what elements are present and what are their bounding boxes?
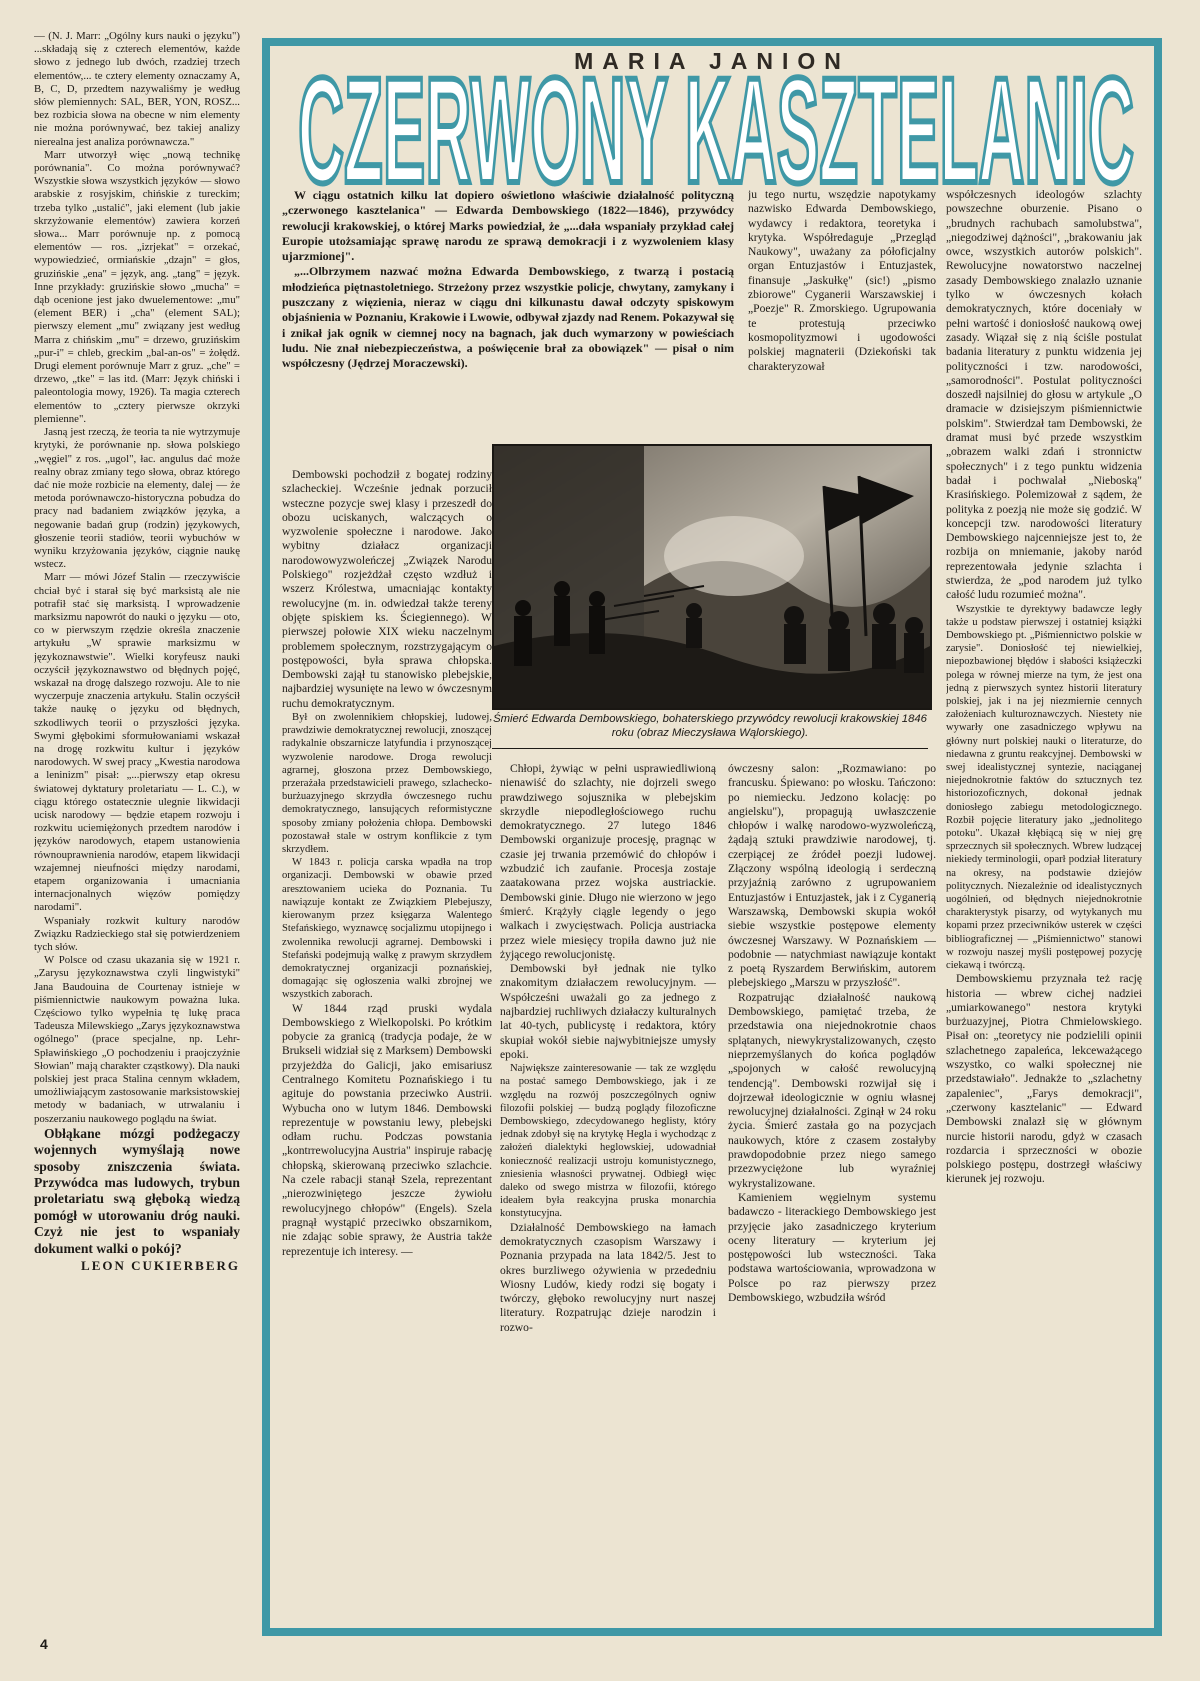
left-paragraph: Marr utworzył więc „nową technikę porównania". Co można porównywać? Wszystkie słowa wszystkich języków — słowo arabskie z rosyjskim, chińskie z tureckim; trzeba tylko „ustalić", jaki element (lub jakie skrzyżowanie elementów) zawiera korzeń słowa... Marr porównuje np. z pomocą elementów — ros. „izrjekat" = orzekać, wypowiedzieć, ormiańskie „dzajn" = głos, gruzińskie „ena" = język, ang. „tang" = język. Inne przykłady: gruzińskie słowo „mucha" = dąb ocenione jest jako dwuelementowe: „mu" (element BER) i „cha" (element SAL); pierwszy element „mu" związany jest według Marra z chińskim „mu" = drzewo, gruzińskim „pur-i" = chleb, greckim „bal-an-os" = żołędź. Drugi element porównuje Marr z gruz. „che" = drzewo, „tke" = las itd. (Marr: Język chiński i paleontologia mowy, 1926). Ta magia czterech elementów to „cztery pierwsze okrzyki plemienne". [34,148,240,425]
article-column-1 [282,468,492,1614]
body-paragraph: Kamieniem węgielnym systemu badawczo - literackiego Dembowskiego jest przyjęcie jako zasadniczego kryterium oceny literatury — kryterium jej postępowości lub wsteczności. Taka podstawa wartościowania, wprowadzona w Polsce po raz pierwszy przez Dembowskiego, wzbudziła wśród [728,1190,936,1304]
intro-paragraph: W ciągu ostatnich kilku lat dopiero oświetlono właściwie działalność polityczną „czerwonego kasztelanica" — Edwarda Dembowskiego (1822—1846), przywódcy rewolucji krakowskiej, o której Marks powiedział, że „...dała wspaniały przykład całej Europie utożsamiając sprawę narodu ze sprawą demokracji i z wyzwoleniem klasy ujarzmionej". [282,188,734,264]
article-column-4 [946,188,1142,1614]
author-name: MARIA JANION [574,48,850,74]
article-column-3-bottom [728,762,936,1614]
left-paragraph: W Polsce od czasu ukazania się w 1921 r. „Zarysu językoznawstwa czyli lingwistyki" Jana Baudouina de Courtenay istnieje w piśmiennictwie naukowym poważna luka. Częściowo tylko wypełnia tę lukę praca Tadeusza Milewskiego „Zarys językoznawstwa ogólnego" (prace specjalne, np. Lehr-Spławińskiego „O pochodzeniu i praojczyźnie Słowian" mają charakter cząstkowy). Dla nauki polskiej jest praca Stalina cennym wkładem, umożliwiającym zastosowanie marksistowskiej metody w badaniach, w utrwalaniu i poszerzaniu naukowego poglądu na świat. [34,954,240,1125]
left-signature: LEON CUKIERBERG [81,1258,240,1274]
article-column-3-top [748,188,936,442]
body-paragraph: Dembowskiemu przyznała też rację historia — wbrew cichej nadziei „umiarkowanego" nestora krytyki burżuazyjnej, Piotra Chmielowskiego. Pisał on: „teoretycy nie podzielili opinii szlachetnego zapaleńca, lekceważącego wszystko, co walki społecznej nie przedstawiało". Jednakże to „szlachetny zapaleniec", „Farys demokracji", „czerwony kasztelanic" — Edward Dembowski znalazł się w głównym nurcie historii narodu, gdyż w czasach rozdarcia i sprzeczności w obozie polskiego postępu, dostrzegł właściwy kierunek jej rozwoju. [946,972,1142,1186]
body-paragraph: Największe zainteresowanie — tak ze względu na postać samego Dembowskiego, jak i ze względu na rozwój poszczególnych ogniw filozofii polskiej — budzą poglądy filozoficzne Dembowskiego, zdecydowanego heglisty, który jednak zdobył się na krytykę Hegla i wychodząc z założeń dialektyki heglowskiej, udowadniał konieczność realizacji ustroju komunistycznego, zniesienia własności prywatnej. Odbiegł więc daleko od swego mistrza w filozofii, którego ideałem była reakcyjna pruska monarchia konstytucyjna. [500,1063,716,1220]
body-paragraph: ówczesny salon: „Rozmawiano: po francusku. Śpiewano: po włosku. Tańczono: po niemiecku. Jedzono kolację: po angielsku"), propagują uwłaszczenie chłopów i walkę narodowo-wyzwoleńczą, żądają sztuki prawdziwie narodowej, tj. czerpiącej ze źródeł poezji ludowej. Złączony wspólną ideologią i serdeczną przyjaźnią zarówno z ugrupowaniem Entuzjastów i Entuzjastek, jak i z Cyganerią Warszawską, Dembowski skupia wokół siebie wszystkie postępowe elementy ówczesnej Warszawy. W Poznańskiem — podobnie — natychmiast nawiązuje kontakt z poetą Ryszardem Berwińskim, autorem plebejskiego „Marszu w przyszłość". [728,762,936,990]
left-paragraph: — (N. J. Marr: „Ogólny kurs nauki o języku") ...składają się z czterech elementów, każde słowo z jednego lub dwóch, rzadziej trzech elementów,... te cztery elementy oznaczamy A, B, C, D, przedtem nazywaliśmy je według słów plemiennych: SAL, BER, YON, ROSZ... bez rozbicia słowa na obecne w nim elementy nie można porównywać, bez takiej analizy nierealna jest analiza porównawcza." [34,30,240,148]
body-paragraph: W 1843 r. policja carska wpadła na trop organizacji. Dembowski w obawie przed aresztowaniem ucieka do Poznania. Tu nawiązuje kontakt ze Związkiem Plebejuszy, kierowanym przez księgarza Walentego Stefańskiego, wyznawcę socjalizmu utopijnego i zwolennika rewolucji agrarnej. Dembowski i Stefański podejmują walkę z prawym skrzydłem demokratycznej organizacji poznańskiej, domagając się ogłoszenia walki zbrojnej we wszystkich zaborach. [282,857,492,1001]
body-paragraph: Działalność Dembowskiego na łamach demokratycznych czasopism Warszawy i Poznania przypada na lata 1842/5. Jest to okres burzliwego ożywienia w przededniu Wiosny Ludów, kiedy rodzi się bogaty i twórczy, głęboko rewolucyjny nurt naszej literatury. Rozpatrując dzieje narodzin i rozwo- [500,1220,716,1334]
body-paragraph: Chłopi, żywiąc w pełni usprawiedliwioną nienawiść do szlachty, nie dojrzeli swego prawdziwego sojusznika w plebejskim skrzydle niepodległościowego ruchu demokratycznego. 27 lutego 1846 Dembowski organizuje procesję, pragnąc w czasie jej trwania przemówić do chłopów i wzbudzić ich zaufanie. Procesja zostaje zaatakowana przez wojska austriackie. Dembowski ginie. Długo nie wierzono w jego śmierć. Krążyły ciągle legendy o jego walkach i zwycięstwach. Policja austriacka przez wiele miesięcy tropiła dawno już nie żyjącego rewolucjonistę. [500,762,716,961]
body-paragraph: W 1844 rząd pruski wydala Dembowskiego z Wielkopolski. Po krótkim pobycie za granicą (tradycja podaje, że w Brukseli widział się z Marksem) Dembowski przyjeżdża do Galicji, jako emisariusz Centralnego Komitetu Poznańskiego i tu agituje do powstania przeciwko Austrii. Wybucha ono w lutym 1846. Dembowski reprezentuje w powstaniu lewy, plebejski odłam ruchu. Podczas powstania „kontrrewolucyjna Austria" inspiruje rabację chłopską, skierowaną przeciwko szlachcie. Na czele rabacji stanął Szela, reprezentant „nierozwiniętego jeszcze żywiołu rewolucyjnego chłopów" (Engels). Szela pragnął wystąpić przeciwko obszarnikom, nie zdając sobie sprawy, że Austria także reprezentuje ich interesy. — [282,1001,492,1258]
body-paragraph: Dembowski pochodził z bogatej rodziny szlacheckiej. Wcześnie jednak porzucił wsteczne pozycje swej klasy i przeszedł do obozu uciskanych, walczących o wyzwolenie społeczne i narodowe. Jako wybitny działacz organizacji narodowowyzwoleńczej „Związek Narodu Polskiego" rozjeżdżał często wzdłuż i wszerz Królestwa, umacniając kontakty rewolucyjne (m. in. odwiedzał także tereny objęte spiskiem ks. Ściegiennego). W pierwszej połowie XIX wieku naczelnym problemem społecznym, rozstrzygającym o postępowości, była sprawa chłopska. Dembowski zajął tu stanowisko plebejskie, najbardziej wysunięte na lewo w ówczesnym ruchu demokratycznym. [282,468,492,710]
left-paragraph: Wspaniały rozkwit kultury narodów Związku Radzieckiego stał się potwierdzeniem tych słów. [34,914,240,954]
left-paragraph: Jasną jest rzeczą, że teoria ta nie wytrzymuje krytyki, że porównanie np. słowa polskiego „węgiel" z ros. „ugol", łac. angulus dać może realny obraz zmiany tego słowa, obraz którego dać nie może rozbicie na elementy, dalej — że metoda porównawczo-historyczna pobudza do pracy nad badaniem związków języka, a negowanie badań grup (rodzin) językowych, głoszenie teorii stadiów, teorii wybuchów w wyniku krzyżowania języków, ciągnie naukę wstecz. [34,426,240,571]
body-paragraph: Rozpatrując działalność naukową Dembowskiego, pamiętać trzeba, że przedstawia ona niejednokrotnie chaos splątanych, niewykrystalizowanych, często nieprzemyślanych do końca poglądów „spojonych w całość rewolucyjną tendencją". Dembowski rozwijał się i dojrzewał ideologicznie w ogniu własnej rewolucyjnej działalności. Zginął w 24 roku życia. Śmierć zastała go na pozycjach naukowych, które z czasem zostałyby prawdopodobnie przez niego samego przezwyciężone lub wyraźniej wykrystalizowane. [728,990,936,1190]
painting-illustration [492,444,932,710]
body-paragraph: Wszystkie te dyrektywy badawcze legły także u podstaw pierwszej i ostatniej książki Dembowskiego pt. „Piśmiennictwo polskie w zarysie". Doniosłość tej niewielkiej, niepozbawionej błędów i słabości książeczki polega w równej mierze na tym, że jest ona jedną z pierwszych syntez historii literatury polskiej, jak i na jej niezmiernie cennych założeniach kulturoznawczych. Niestety nie wywarły one zasadniczego wpływu na główny nurt polskiej nauki o literaturze, do niedawna z gruntu reakcyjnej. Dembowski w swej idealistycznej syntezie, naciąganej niejednokrotnie faktów do sztucznych tez historiozoficznych, dokonał jednak doniosłego zabiegu metodologicznego. Rozbił pojęcie literatury jako „jednolitego potoku". Ukazał kłębiącą się w niej grę sprzecznych sił społecznych. Wbrew ludzącej niekiedy terminologii, oparł podział literatury na okresy, na podstawie dziejów politycznych. Niezależnie od idealistycznych uogólnień, od błędnych niejednokrotnie charakterystyk pisarzy, od wytykanych mu kopami przez przeciwników usterek w części bibliograficznej — „Piśmiennictwo" stanowi w rozwoju naszej myśli postępowej pozycję ciekawą i twórczą. [946,603,1142,972]
body-paragraph: Dembowski był jednak nie tylko znakomitym działaczem rewolucyjnym. — Współcześni uważali go za jednego z najbardziej ruchliwych działaczy kulturalnych lat 40-tych, publicystę i redaktora, który skupiał wokół siebie najwybitniejsze umysły epoki. [500,962,716,1061]
left-paragraph: Marr — mówi Józef Stalin — rzeczywiście chciał być i starał się być marksistą ale nie potrafił stać się marksistą. I wprowadzenie marksizmu napowrót do nauki o języku — oto, co w pierwszym rzędzie określa znaczenie artykułu „W sprawie marksizmu w językoznawstwie". Wielki koryfeusz nauki oczyścił językoznawstwo od błędnych pojęć, wskazał na drogę dalszego rozwoju. Ale to nie wyczerpuje znaczenia artykułu. Stalin oczyścił także naukę o języku od błędnych, szkodliwych teorii o przyszłości języka. Swymi głębokimi sformułowaniami wskazał na drogę rozkwitu kultur i języków narodowych. W swej pracy „Kwestia narodowa a leninizm" pisał: „...pierwszy etap okresu światowej dyktatury proletariatu — L. C.), w ciągu którego ostatecznie ulegnie likwidacji ucisk narodowy — będzie etapem rozwoju i rozkwitu uciemiężonych przedtem narodów i języków narodowych, etapem ustanowienia równouprawnienia narodów, etapem likwidacji wzajemnej nieufności między narodami, etapem organizowania i umacniania internacjonalnych więzów pomiędzy narodami". [34,571,240,914]
page-number: 4 [40,1636,48,1652]
figure-caption: Śmierć Edwarda Dembowskiego, bohaterskiego przywódcy rewolucji krakowskiej 1846 roku (obraz Mieczysława Wąlorskiego). [493,713,927,740]
body-paragraph: współczesnych ideologów szlachty powszechne oburzenie. Pisano o „brudnych rachubach samolubstwa", „niegodziwej dążności", „brakowaniu jak owce, wszystkich autorów polskich". Rewolucyjne nowatorstwo naczelnej zasady Dembowskiego znalazło uznanie tylko w ówczesnych kołach demokratycznych, które doceniały w pełni wartość i doniosłość naukową owej zasady. Wiązał się z nią ściśle postulat badania literatury z punktu widzenia jej polityczności i tzw. narodowości, „samorodności". Postulat polityczności doszedł najsilniej do głosu w artykule „O dramacie w dzisiejszym piśmiennictwie polskim". Stwierdzał tam Dembowski, że dramat musi być przede wszystkim „obrazem walki zdań i stronnictw społecznych" i z tego punktu widzenia badał i pochwalał „Nieboską" Krasińskiego. Polemizował z sądem, że polityka z poezją nie może się godzić. W koncepcji tzw. narodowości literatury Dembowskiego najcenniejsze jest to, że rozbija on mniemanie, jakoby naród reprezentowała jedynie szlachta i stwierdza, że „pod narodem już tylko całość ludu rozumieć można". [946,188,1142,602]
body-paragraph: ju tego nurtu, wszędzie napotykamy nazwisko Edwarda Dembowskiego, wydawcy i redaktora, teoretyka i krytyka. Współredaguje „Przegląd Naukowy", uważany za półoficjalny organ Entuzjastów i Entuzjastek, finansuje „Jaskułkę" (sic!) „pismo zbiorowe" Cyganerii Warszawskiej i „Poezje" R. Zmorskiego. Ugrupowania te protestują przeciwko kosmopolityzmowi i ugodowości polskiej magnaterii (Dziekoński tak charakteryzował [748,188,936,373]
article-intro [282,188,734,464]
article-title-text: CZERWONY KASZTELANIC [298,74,1134,194]
article-title [296,74,1136,194]
left-article-column [34,30,240,1628]
caption-divider [492,748,928,749]
body-paragraph: Był on zwolennikiem chłopskiej, ludowej, prawdziwie demokratycznej rewolucji, znoszącej radykalnie obszarnicze latyfundia i przynoszącej wyzwolenie narodowe. Droga rewolucji agrarnej, głoszona przez Dembowskiego, przerażała przedstawicieli prawego, szlachecko-burżuazyjnego skrzydła ówczesnego ruchu demokratycznego, lansujących reformistyczne sposoby zmiany położenia chłopa. Dembowski pozostawał stale w ostrym konflikcie z tym skrzydłem. [282,712,492,856]
intro-quote: „...Olbrzymem nazwać można Edwarda Dembowskiego, z twarzą i postacią młodzieńca piętnastoletniego. Strzeżony przez wszystkie policje, chwytany, zamykany i puszczany z więzienia, nieraz w ciągu dni kilkunastu dawał odczyty spiskowym objaśnienia w Poznaniu, Krakowie i Lwowie, odbywał zjazdy nad Renem. Pokazywał się i znikał jak ognik w ciemnej nocy na bagnach, jak duch wymarzony w powieściach ludu. Nie znał niebezpieczeństwa, a poświęcenie brał za obowiązek" — pisał o nim współczesny (Jędrzej Moraczewski). [282,264,734,371]
left-closing-paragraph: Obłąkane mózgi podżegaczy wojennych wymyślają nowe sposoby zniszczenia świata. Przywódca mas ludowych, trybun proletariatu swą głęboką wiedzą pomógł w utorowaniu dróg nauki. Czyż nie jest to wspaniały dokument walki o pokój? [34,1125,240,1256]
article-column-2 [500,762,716,1614]
